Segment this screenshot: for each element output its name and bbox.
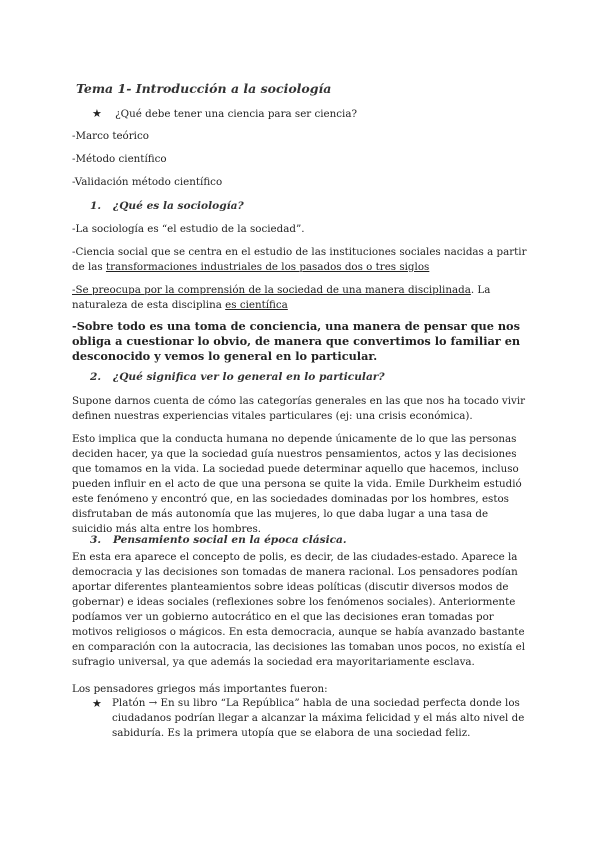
requirement-item: -Método científico bbox=[72, 153, 167, 165]
section-title: ¿Qué es la sociología? bbox=[113, 200, 244, 212]
paragraph: -Se preocupa por la comprensión de la sociedad de una manera disciplinada. La naturaleza de esta disciplina es científica bbox=[72, 284, 491, 311]
paragraph: -Ciencia social que se centra en el estudio de las instituciones sociales nacidas a partir de las transformaciones industriales de los pasados dos o tres siglos bbox=[72, 246, 527, 273]
underlined-text: -Se preocupa por la comprensión de la sociedad de una manera disciplinada bbox=[72, 284, 471, 296]
star-bullet-icon: ★ bbox=[92, 107, 102, 120]
page-title: Tema 1- Introducción a la sociología bbox=[76, 81, 332, 96]
section-title: Pensamiento social en la época clásica. bbox=[113, 534, 347, 546]
bold-paragraph: -Sobre todo es una toma de conciencia, una manera de pensar que nos obliga a cuestionar lo obvio, de manera que convertimos lo familiar en desconocido y vemos lo general en lo particular. bbox=[72, 319, 521, 363]
section-number: 2. bbox=[90, 371, 102, 383]
paragraph: Esto implica que la conducta humana no depende únicamente de lo que las personas deciden hacer, ya que la sociedad guía nuestros pensamientos, actos y las decisiones que tomamos en la vida. La sociedad puede determinar aquello que hacemos, incluso pueden influir en el acto de que una persona se quite la vida. Emile Durkheim estudió este fenómeno y encontró que, en las sociedades dominadas por los hombres, estos disfrutaban de más autonomía que las mujeres, lo que daba lugar a una tasa de suicidio más alta entre los hombres. bbox=[72, 433, 522, 535]
paragraph: Los pensadores griegos más importantes fueron: bbox=[72, 683, 328, 695]
intro-question bbox=[92, 106, 357, 122]
list-item-text: Platón → En su libro “La República” habla de una sociedad perfecta donde los ciudadanos podrían llegar a alcanzar la máxima felicidad y el más alto nivel de sabiduría. Es la primera utopía que se elabora de una sociedad feliz. bbox=[112, 697, 525, 739]
section-1-heading bbox=[90, 200, 244, 212]
list-item bbox=[92, 696, 532, 741]
section-3-heading bbox=[90, 534, 347, 546]
star-bullet-icon: ★ bbox=[92, 697, 102, 710]
paragraph: -La sociología es “el estudio de la sociedad”. bbox=[72, 223, 305, 235]
requirement-item: -Validación método científico bbox=[72, 176, 223, 188]
underlined-text: es científica bbox=[225, 299, 288, 311]
section-number: 1. bbox=[90, 200, 102, 212]
paragraph: Supone darnos cuenta de cómo las categorías generales en las que nos ha tocado vivir definen nuestras experiencias vitales particulares (ej: una crisis económica). bbox=[72, 395, 526, 422]
section-title: ¿Qué significa ver lo general en lo particular? bbox=[113, 371, 385, 383]
intro-question-text: ¿Qué debe tener una ciencia para ser ciencia? bbox=[115, 108, 357, 120]
section-number: 3. bbox=[90, 534, 102, 546]
requirement-item: -Marco teórico bbox=[72, 130, 149, 142]
underlined-text: transformaciones industriales de los pasados dos o tres siglos bbox=[105, 261, 430, 273]
section-2-heading bbox=[90, 371, 385, 383]
paragraph: En esta era aparece el concepto de polis, es decir, de las ciudades-estado. Aparece la democracia y las decisiones son tomadas de manera racional. Los pensadores podían aportar diferentes planteamientos sobre ideas políticas (discutir diversos modos de gobernar) e ideas sociales (reflexiones sobre los fenómenos sociales). Anteriormente podíamos ver un gobierno autocrático en el que las decisiones eran tomadas por motivos religiosos o mágicos. En esta democracia, aunque se había avanzado bastante en comparación con la autocracia, las decisiones las tomaban unos pocos, no existía el sufragio universal, ya que además la sociedad era mayoritariamente esclava. bbox=[72, 551, 526, 668]
